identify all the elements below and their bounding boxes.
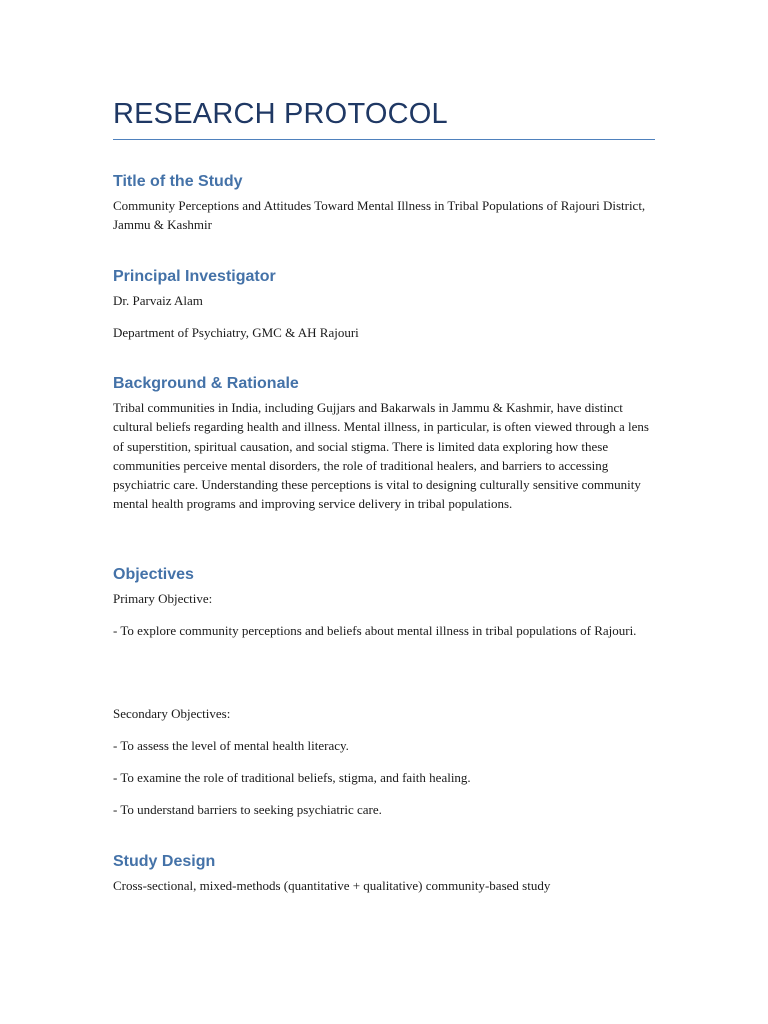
secondary-objective-item: - To examine the role of traditional beliefs, stigma, and faith healing. xyxy=(113,770,471,785)
heading-objectives: Objectives xyxy=(113,566,194,583)
study-title-text: Community Perceptions and Attitudes Toward Mental Illness in Tribal Populations of Rajouri District, Jammu & Kashmir xyxy=(113,198,646,233)
investigator-name: Dr. Parvaiz Alam xyxy=(113,293,203,308)
study-design-text: Cross-sectional, mixed-methods (quantitative + qualitative) community-based study xyxy=(113,878,551,893)
investigator-department: Department of Psychiatry, GMC & AH Rajouri xyxy=(113,325,359,340)
heading-study-design: Study Design xyxy=(113,853,216,870)
heading-title-of-study: Title of the Study xyxy=(113,173,243,190)
secondary-objectives-label: Secondary Objectives: xyxy=(113,706,231,721)
secondary-objective-item: - To understand barriers to seeking psychiatric care. xyxy=(113,802,382,817)
secondary-objective-item: - To assess the level of mental health literacy. xyxy=(113,738,349,753)
primary-objective-item: - To explore community perceptions and beliefs about mental illness in tribal populations of Rajouri. xyxy=(113,623,637,638)
background-text: Tribal communities in India, including Gujjars and Bakarwals in Jammu & Kashmir, have distinct cultural beliefs regarding health and illness. Mental illness, in particular, is often viewed through a lens of superstition, spiritual causation, and social stigma. There is limited data exploring how these communities perceive mental disorders, the role of traditional healers, and barriers to accessing psychiatric care. Understanding these perceptions is vital to designing culturally sensitive community mental health programs and improving service delivery in tribal populations. xyxy=(113,400,649,512)
heading-principal-investigator: Principal Investigator xyxy=(113,268,276,285)
heading-background: Background & Rationale xyxy=(113,375,299,392)
document-title: RESEARCH PROTOCOL xyxy=(113,98,448,130)
title-underline xyxy=(113,139,655,140)
primary-objective-label: Primary Objective: xyxy=(113,591,213,606)
